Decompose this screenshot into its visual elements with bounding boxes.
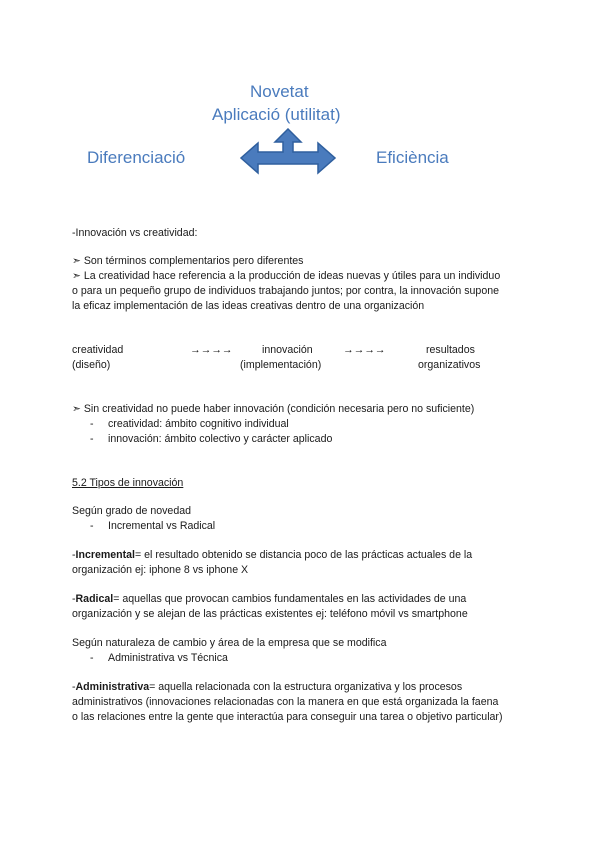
flow-arrow-2: →→→→ — [343, 344, 386, 356]
arrowhead-bullet-icon: ➣ — [72, 403, 81, 415]
diagram-label-aplicacio: Aplicació (utilitat) — [212, 105, 341, 124]
diagram-label-eficiencia: Eficiència — [376, 148, 449, 167]
definition-prefix: - — [72, 549, 76, 561]
arrowhead-bullet-icon: ➣ — [72, 255, 81, 267]
definition-term: Radical — [75, 593, 114, 605]
dash-marker: - — [90, 652, 94, 664]
definition-continuation: o las relaciones entre la gente que interactúa para conseguir una tarea o objetivo particular) — [72, 711, 503, 723]
definition-continuation: organización y se alejan de las prácticas existentes ej: teléfono móvil vs smartphone — [72, 608, 468, 620]
group-heading: Según naturaleza de cambio y área de la empresa que se modifica — [72, 637, 387, 649]
three-way-arrow-icon — [240, 128, 336, 180]
diagram-label-diferenciacio: Diferenciació — [87, 148, 186, 167]
definition-administrativa — [72, 680, 462, 695]
sub-item-text: creatividad: ámbito cognitivo individual — [108, 418, 289, 430]
flow-diseno: (diseño) — [72, 359, 111, 371]
sub-item — [90, 417, 289, 432]
dash-marker: - — [90, 418, 94, 430]
flow-organizativos: organizativos — [418, 359, 481, 371]
dash-marker: - — [90, 520, 94, 532]
flow-resultados: resultados — [426, 344, 475, 356]
intro-heading: -Innovación vs creatividad: — [72, 227, 198, 239]
dash-marker: - — [90, 433, 94, 445]
bullet-item — [72, 254, 303, 269]
arrowhead-bullet-icon: ➣ — [72, 270, 81, 282]
bullet-text: Son términos complementarios pero diferentes — [83, 255, 304, 267]
definition-text: = el resultado obtenido se distancia poco de las prácticas actuales de la — [135, 549, 473, 561]
definition-text: = aquellas que provocan cambios fundamentales en las actividades de una — [113, 593, 467, 605]
flow-implementacion: (implementación) — [240, 359, 322, 371]
sub-item-text: Administrativa vs Técnica — [108, 652, 228, 664]
sub-item-text: Incremental vs Radical — [108, 520, 216, 532]
flow-innovacion: innovación — [262, 344, 313, 356]
bullet-continuation: la eficaz implementación de las ideas creativas dentro de una organización — [72, 300, 425, 312]
definition-prefix: - — [72, 681, 76, 693]
group-heading: Según grado de novedad — [72, 505, 191, 517]
bullet-item — [72, 402, 474, 417]
sub-item — [90, 432, 333, 447]
sub-item — [90, 651, 228, 666]
bullet-text: Sin creatividad no puede haber innovación (condición necesaria pero no suficiente) — [83, 403, 475, 415]
sub-item — [90, 519, 216, 534]
bullet-item — [72, 269, 500, 284]
bullet-text: La creatividad hace referencia a la producción de ideas nuevas y útiles para un individuo — [83, 270, 501, 282]
definition-prefix: - — [72, 593, 76, 605]
section-title: 5.2 Tipos de innovación — [72, 477, 184, 489]
definition-text: = aquella relacionada con la estructura organizativa y los procesos — [149, 681, 463, 693]
definition-continuation: organización ej: iphone 8 vs iphone X — [72, 564, 249, 576]
flow-arrow-1: →→→→ — [190, 344, 233, 356]
bullet-continuation: o para un pequeño grupo de individuos trabajando juntos; por contra, la innovación supone — [72, 285, 500, 297]
sub-item-text: innovación: ámbito colectivo y carácter aplicado — [108, 433, 333, 445]
definition-incremental — [72, 548, 472, 563]
definition-term: Administrativa — [75, 681, 150, 693]
diagram-label-novetat: Novetat — [250, 82, 309, 101]
flow-creatividad: creatividad — [72, 344, 124, 356]
definition-continuation: administrativos (innovaciones relacionadas con la manera en que está organizada la faena — [72, 696, 499, 708]
definition-term: Incremental — [75, 549, 135, 561]
definition-radical — [72, 592, 466, 607]
